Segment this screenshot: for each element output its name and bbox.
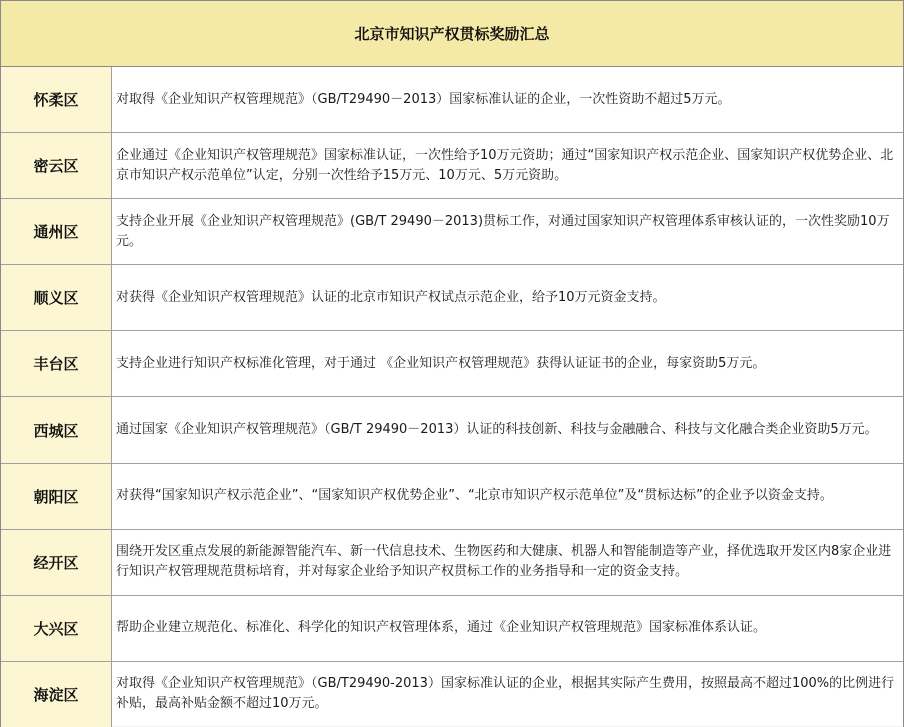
description-text: 企业通过《企业知识产权管理规范》国家标准认证，一次性给予10万元资助；通过“国家知识产权示范企业、国家知识产权优势企业、北京市知识产权示范单位”认定，分别一次性给予15万元、10万元、5万元资助。	[116, 147, 894, 183]
district-cell: 海淀区	[1, 662, 112, 727]
district-cell: 顺义区	[1, 265, 112, 330]
description-cell	[112, 265, 903, 330]
description-text: 支持企业开展《企业知识产权管理规范》(GB/T 29490－2013)贯标工作，对通过国家知识产权管理体系审核认证的，一次性奖励10万元。	[116, 213, 890, 249]
table-row	[1, 331, 903, 397]
description-cell	[112, 662, 903, 727]
description-text: 对获得“国家知识产权示范企业”、“国家知识产权优势企业”、“北京市知识产权示范单位”及“贯标达标”的企业予以资金支持。	[116, 488, 833, 504]
description-text: 支持企业进行知识产权标准化管理，对于通过 《企业知识产权管理规范》获得认证证书的企业，每家资助5万元。	[116, 355, 766, 371]
description-cell	[112, 397, 903, 462]
table-row	[1, 596, 903, 662]
district-cell: 密云区	[1, 133, 112, 198]
description-cell	[112, 199, 903, 264]
description-text: 通过国家《企业知识产权管理规范》（GB/T 29490－2013）认证的科技创新、科技与金融融合、科技与文化融合类企业资助5万元。	[116, 422, 878, 438]
description-text: 对取得《企业知识产权管理规范》（GB/T29490-2013）国家标准认证的企业，根据其实际产生费用，按照最高不超过100%的比例进行补贴，最高补贴金额不超过10万元。	[116, 676, 895, 712]
description-cell	[112, 331, 903, 396]
district-cell: 怀柔区	[1, 67, 112, 132]
district-cell: 大兴区	[1, 596, 112, 661]
table-title: 北京市知识产权贯标奖励汇总	[1, 1, 903, 67]
description-text: 对取得《企业知识产权管理规范》（GB/T29490－2013）国家标准认证的企业，一次性资助不超过5万元。	[116, 91, 731, 107]
description-cell	[112, 530, 903, 595]
district-cell: 朝阳区	[1, 464, 112, 529]
description-text: 围绕开发区重点发展的新能源智能汽车、新一代信息技术、生物医药和大健康、机器人和智能制造等产业，择优选取开发区内8家企业进行知识产权管理规范贯标培育，并对每家企业给予知识产权贯标工作的业务指导和一定的资金支持。	[116, 544, 892, 580]
table-row	[1, 199, 903, 265]
table-row	[1, 67, 903, 133]
description-text: 帮助企业建立规范化、标准化、科学化的知识产权管理体系，通过《企业知识产权管理规范》国家标准体系认证。	[116, 620, 767, 636]
district-cell: 通州区	[1, 199, 112, 264]
description-cell	[112, 67, 903, 132]
description-cell	[112, 596, 903, 661]
table-body	[1, 67, 903, 727]
table-row	[1, 133, 903, 199]
district-cell: 丰台区	[1, 331, 112, 396]
table-row	[1, 662, 903, 727]
description-cell	[112, 133, 903, 198]
district-cell: 经开区	[1, 530, 112, 595]
table-row	[1, 530, 903, 596]
table-row	[1, 464, 903, 530]
description-text: 对获得《企业知识产权管理规范》认证的北京市知识产权试点示范企业，给予10万元资金支持。	[116, 289, 666, 305]
table-row	[1, 265, 903, 331]
description-cell	[112, 464, 903, 529]
table-row	[1, 397, 903, 463]
district-cell: 西城区	[1, 397, 112, 462]
